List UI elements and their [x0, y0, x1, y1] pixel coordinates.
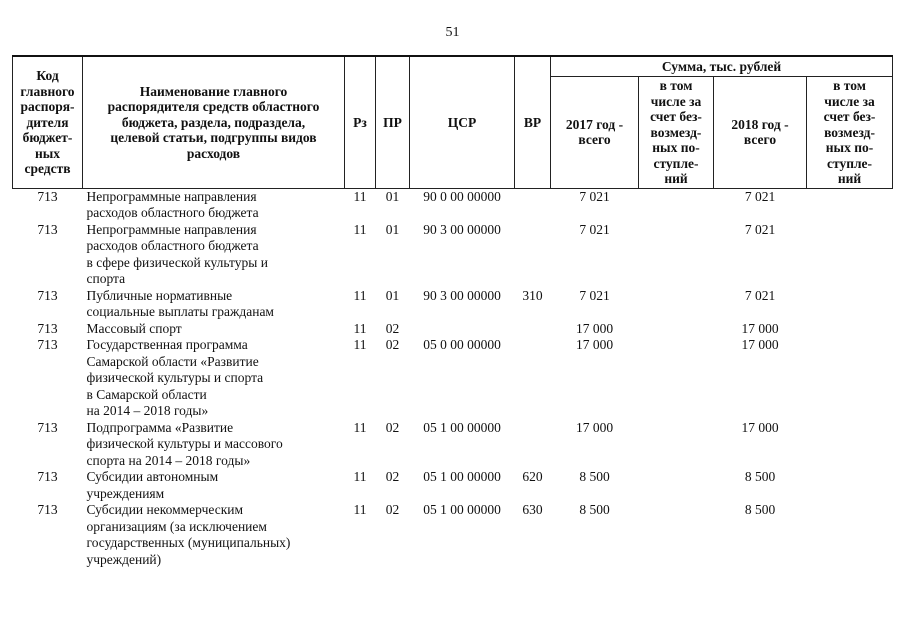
header-rz: Рз: [345, 56, 376, 188]
cell-code: 713: [37, 419, 58, 435]
cell-code: 713: [37, 469, 58, 484]
cell-2017-total: 8 500: [579, 502, 610, 517]
cell-code: 713: [37, 287, 58, 303]
cell-2018-grants: [807, 321, 893, 338]
cell-vr: [515, 321, 551, 338]
cell-2018-total: 17 000: [741, 419, 779, 435]
table-row: [13, 337, 893, 420]
cell-code: 713: [37, 221, 58, 237]
cell-2018-grants: [807, 222, 893, 288]
cell-rz: 11: [353, 320, 367, 336]
cell-name: Массовый спорт: [86, 320, 182, 336]
table-header: [13, 56, 893, 188]
cell-2017-grants: [639, 420, 714, 470]
cell-name: Государственная программа Самарской области «Развитие физической культуры и спорта в Самарской области на 2014 – 2018 годы»: [86, 337, 264, 418]
cell-csr: 05 1 00 00000: [423, 419, 501, 435]
cell-csr: 90 3 00 00000: [423, 221, 501, 237]
cell-2017-total: 8 500: [579, 469, 610, 484]
cell-vr: [515, 222, 551, 288]
table-row: [13, 222, 893, 288]
cell-2018-grants: [807, 337, 893, 420]
cell-2017-total: 17 000: [575, 320, 614, 336]
cell-2018-grants: [807, 469, 893, 502]
cell-code: 713: [37, 502, 58, 517]
header-sum: Сумма, тыс. рублей: [551, 56, 893, 77]
cell-2017-grants: [639, 188, 714, 222]
cell-2017-total: 7 021: [579, 221, 610, 237]
header-name: Наименование главного распорядителя средств областного бюджета, раздела, подраздела, целевой статьи, подгруппы видов расходов: [83, 56, 345, 188]
cell-vr: [515, 337, 551, 420]
cell-2017-grants: [639, 222, 714, 288]
cell-code: 713: [37, 188, 58, 204]
cell-pr: 02: [385, 320, 400, 336]
cell-2018-total: 8 500: [744, 469, 776, 484]
cell-2017-total: 17 000: [575, 337, 614, 352]
table-row: [13, 420, 893, 470]
cell-code: 713: [37, 337, 58, 352]
cell-name: Подпрограмма «Развитие физической культуры и массового спорта на 2014 – 2018 годы»: [86, 419, 283, 468]
cell-name: Субсидии автономным учреждениям: [86, 469, 219, 501]
cell-vr: [515, 188, 551, 222]
cell-vr: 310: [522, 287, 543, 303]
cell-2018-total: 8 500: [744, 502, 776, 517]
cell-pr: 01: [385, 188, 400, 204]
header-csr: ЦСР: [410, 56, 515, 188]
cell-rz: 11: [353, 188, 367, 204]
header-2017-total: 2017 год - всего: [551, 77, 639, 189]
header-2017-grants: в том числе за счет без- возмезд- ных по- ступле- ний: [639, 77, 714, 189]
table-row: [13, 469, 893, 502]
cell-csr: 90 0 00 00000: [423, 188, 501, 204]
table-row: [13, 188, 893, 222]
cell-pr: 02: [385, 419, 400, 435]
cell-csr: 05 0 00 00000: [423, 337, 501, 352]
cell-2017-grants: [639, 469, 714, 502]
cell-2017-grants: [639, 321, 714, 338]
cell-csr: 05 1 00 00000: [423, 469, 501, 484]
cell-pr: 02: [385, 337, 400, 352]
budget-table: [12, 55, 893, 568]
cell-2018-total: 7 021: [744, 188, 776, 204]
cell-2017-grants: [639, 337, 714, 420]
cell-rz: 11: [353, 337, 367, 352]
header-2018-total: 2018 год - всего: [714, 77, 807, 189]
cell-code: 713: [37, 320, 58, 336]
cell-vr: [515, 420, 551, 470]
table-body: [13, 188, 893, 568]
cell-rz: 11: [353, 469, 367, 484]
cell-2018-total: 7 021: [744, 287, 776, 303]
header-vr: ВР: [515, 56, 551, 188]
cell-vr: 620: [522, 469, 543, 484]
cell-2018-total: 17 000: [741, 320, 779, 336]
header-2018-grants: в том числе за счет без- возмезд- ных по- ступле- ний: [807, 77, 893, 189]
cell-2018-grants: [807, 502, 893, 568]
table-row: [13, 502, 893, 568]
cell-2017-total: 17 000: [575, 419, 614, 435]
cell-csr: 05 1 00 00000: [423, 502, 501, 517]
table-row: [13, 321, 893, 338]
cell-name: Непрограммные направления расходов областного бюджета в сфере физической культуры и спорта: [86, 221, 268, 286]
cell-2017-grants: [639, 288, 714, 321]
cell-csr: [410, 321, 515, 338]
cell-2018-grants: [807, 420, 893, 470]
cell-2017-grants: [639, 502, 714, 568]
cell-name: Публичные нормативные социальные выплаты гражданам: [86, 287, 274, 319]
cell-pr: 01: [385, 287, 400, 303]
cell-name: Субсидии некоммерческим организациям (за исключением государственных (муниципальных) учреждений): [86, 502, 291, 567]
cell-name: Непрограммные направления расходов областного бюджета: [86, 188, 259, 220]
cell-2018-total: 7 021: [744, 221, 776, 237]
cell-vr: 630: [522, 502, 543, 517]
cell-rz: 11: [353, 502, 367, 517]
cell-rz: 11: [353, 419, 367, 435]
cell-csr: 90 3 00 00000: [423, 287, 501, 303]
cell-rz: 11: [353, 221, 367, 237]
header-pr: ПР: [376, 56, 410, 188]
cell-pr: 02: [385, 469, 400, 484]
cell-rz: 11: [353, 287, 367, 303]
cell-2018-total: 17 000: [741, 337, 779, 352]
cell-2017-total: 7 021: [579, 287, 610, 303]
table-row: [13, 288, 893, 321]
cell-pr: 02: [385, 502, 400, 517]
cell-2018-grants: [807, 188, 893, 222]
cell-2018-grants: [807, 288, 893, 321]
page-number: 51: [445, 25, 460, 40]
header-code: Код главного распоря- дителя бюджет- ных средств: [13, 56, 83, 188]
cell-pr: 01: [385, 221, 400, 237]
cell-2017-total: 7 021: [579, 188, 610, 204]
